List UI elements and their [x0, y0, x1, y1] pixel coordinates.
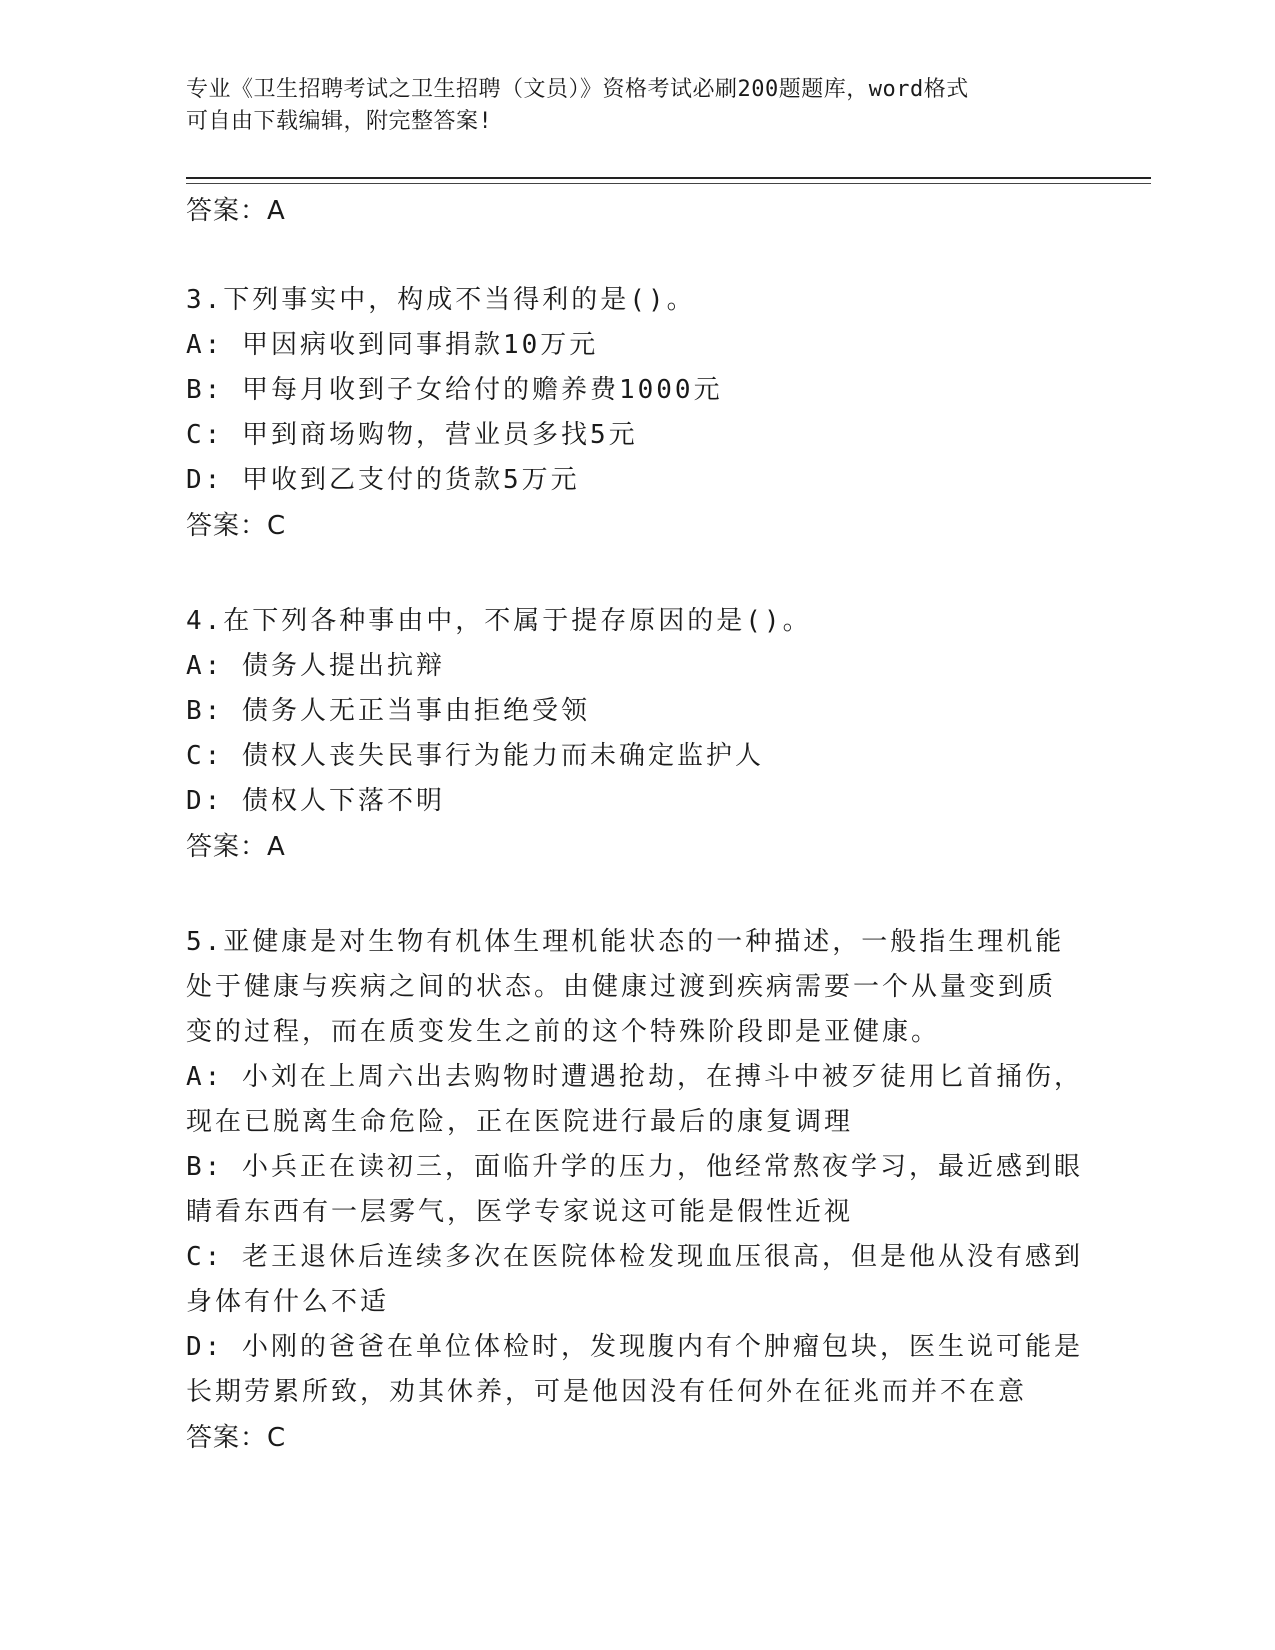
option-d: D: 甲收到乙支付的货款5万元	[186, 465, 580, 495]
question-item	[186, 599, 1086, 870]
header-line: 可自由下载编辑，附完整答案!	[186, 109, 493, 134]
question-stem: 3.下列事实中，构成不当得利的是()。	[186, 285, 696, 315]
option-b: B: 债务人无正当事由拒绝受领	[186, 696, 590, 726]
option-c: C: 甲到商场购物，营业员多找5元	[186, 420, 638, 450]
answer-line: 答案：A	[186, 196, 286, 226]
answer-line: 答案：C	[186, 511, 287, 541]
question-stem-continued: 处于健康与疾病之间的状态。由健康过渡到疾病需要一个从量变到质	[186, 972, 1057, 1002]
option-b-continued: 睛看东西有一层雾气，医学专家说这可能是假性近视	[186, 1197, 854, 1227]
option-a-continued: 现在已脱离生命危险，正在医院进行最后的康复调理	[186, 1107, 854, 1137]
question-item	[186, 278, 1086, 549]
question-stem: 5.亚健康是对生物有机体生理机能状态的一种描述，一般指生理机能	[186, 927, 1065, 957]
question-stem-continued: 变的过程，而在质变发生之前的这个特殊阶段即是亚健康。	[186, 1017, 941, 1047]
option-c: C: 老王退休后连续多次在医院体检发现血压很高，但是他从没有感到	[186, 1242, 1083, 1272]
option-c: C: 债权人丧失民事行为能力而未确定监护人	[186, 741, 764, 771]
option-a: A: 小刘在上周六出去购物时遭遇抢劫，在搏斗中被歹徒用匕首捅伤，	[186, 1062, 1083, 1092]
option-d-continued: 长期劳累所致，劝其休养，可是他因没有任何外在征兆而并不在意	[186, 1377, 1028, 1407]
header-divider	[186, 177, 1151, 179]
option-a: A: 甲因病收到同事捐款10万元	[186, 330, 599, 360]
header-line: 专业《卫生招聘考试之卫生招聘（文员）》资格考试必刷200题题库，word格式	[186, 77, 969, 102]
question-stem: 4.在下列各种事由中，不属于提存原因的是()。	[186, 606, 812, 636]
option-b: B: 小兵正在读初三，面临升学的压力，他经常熬夜学习，最近感到眼	[186, 1152, 1083, 1182]
option-c-continued: 身体有什么不适	[186, 1287, 390, 1317]
answer-line: 答案：A	[186, 832, 286, 862]
document-header	[186, 74, 1066, 138]
question-list	[186, 188, 1086, 1461]
question-item	[186, 920, 1086, 1461]
option-d: D: 债权人下落不明	[186, 786, 445, 816]
option-a: A: 债务人提出抗辩	[186, 651, 445, 681]
option-d: D: 小刚的爸爸在单位体检时，发现腹内有个肿瘤包块，医生说可能是	[186, 1332, 1083, 1362]
header-divider-thin	[186, 183, 1151, 184]
answer-line: 答案：C	[186, 1423, 287, 1453]
option-b: B: 甲每月收到子女给付的赡养费1000元	[186, 375, 723, 405]
